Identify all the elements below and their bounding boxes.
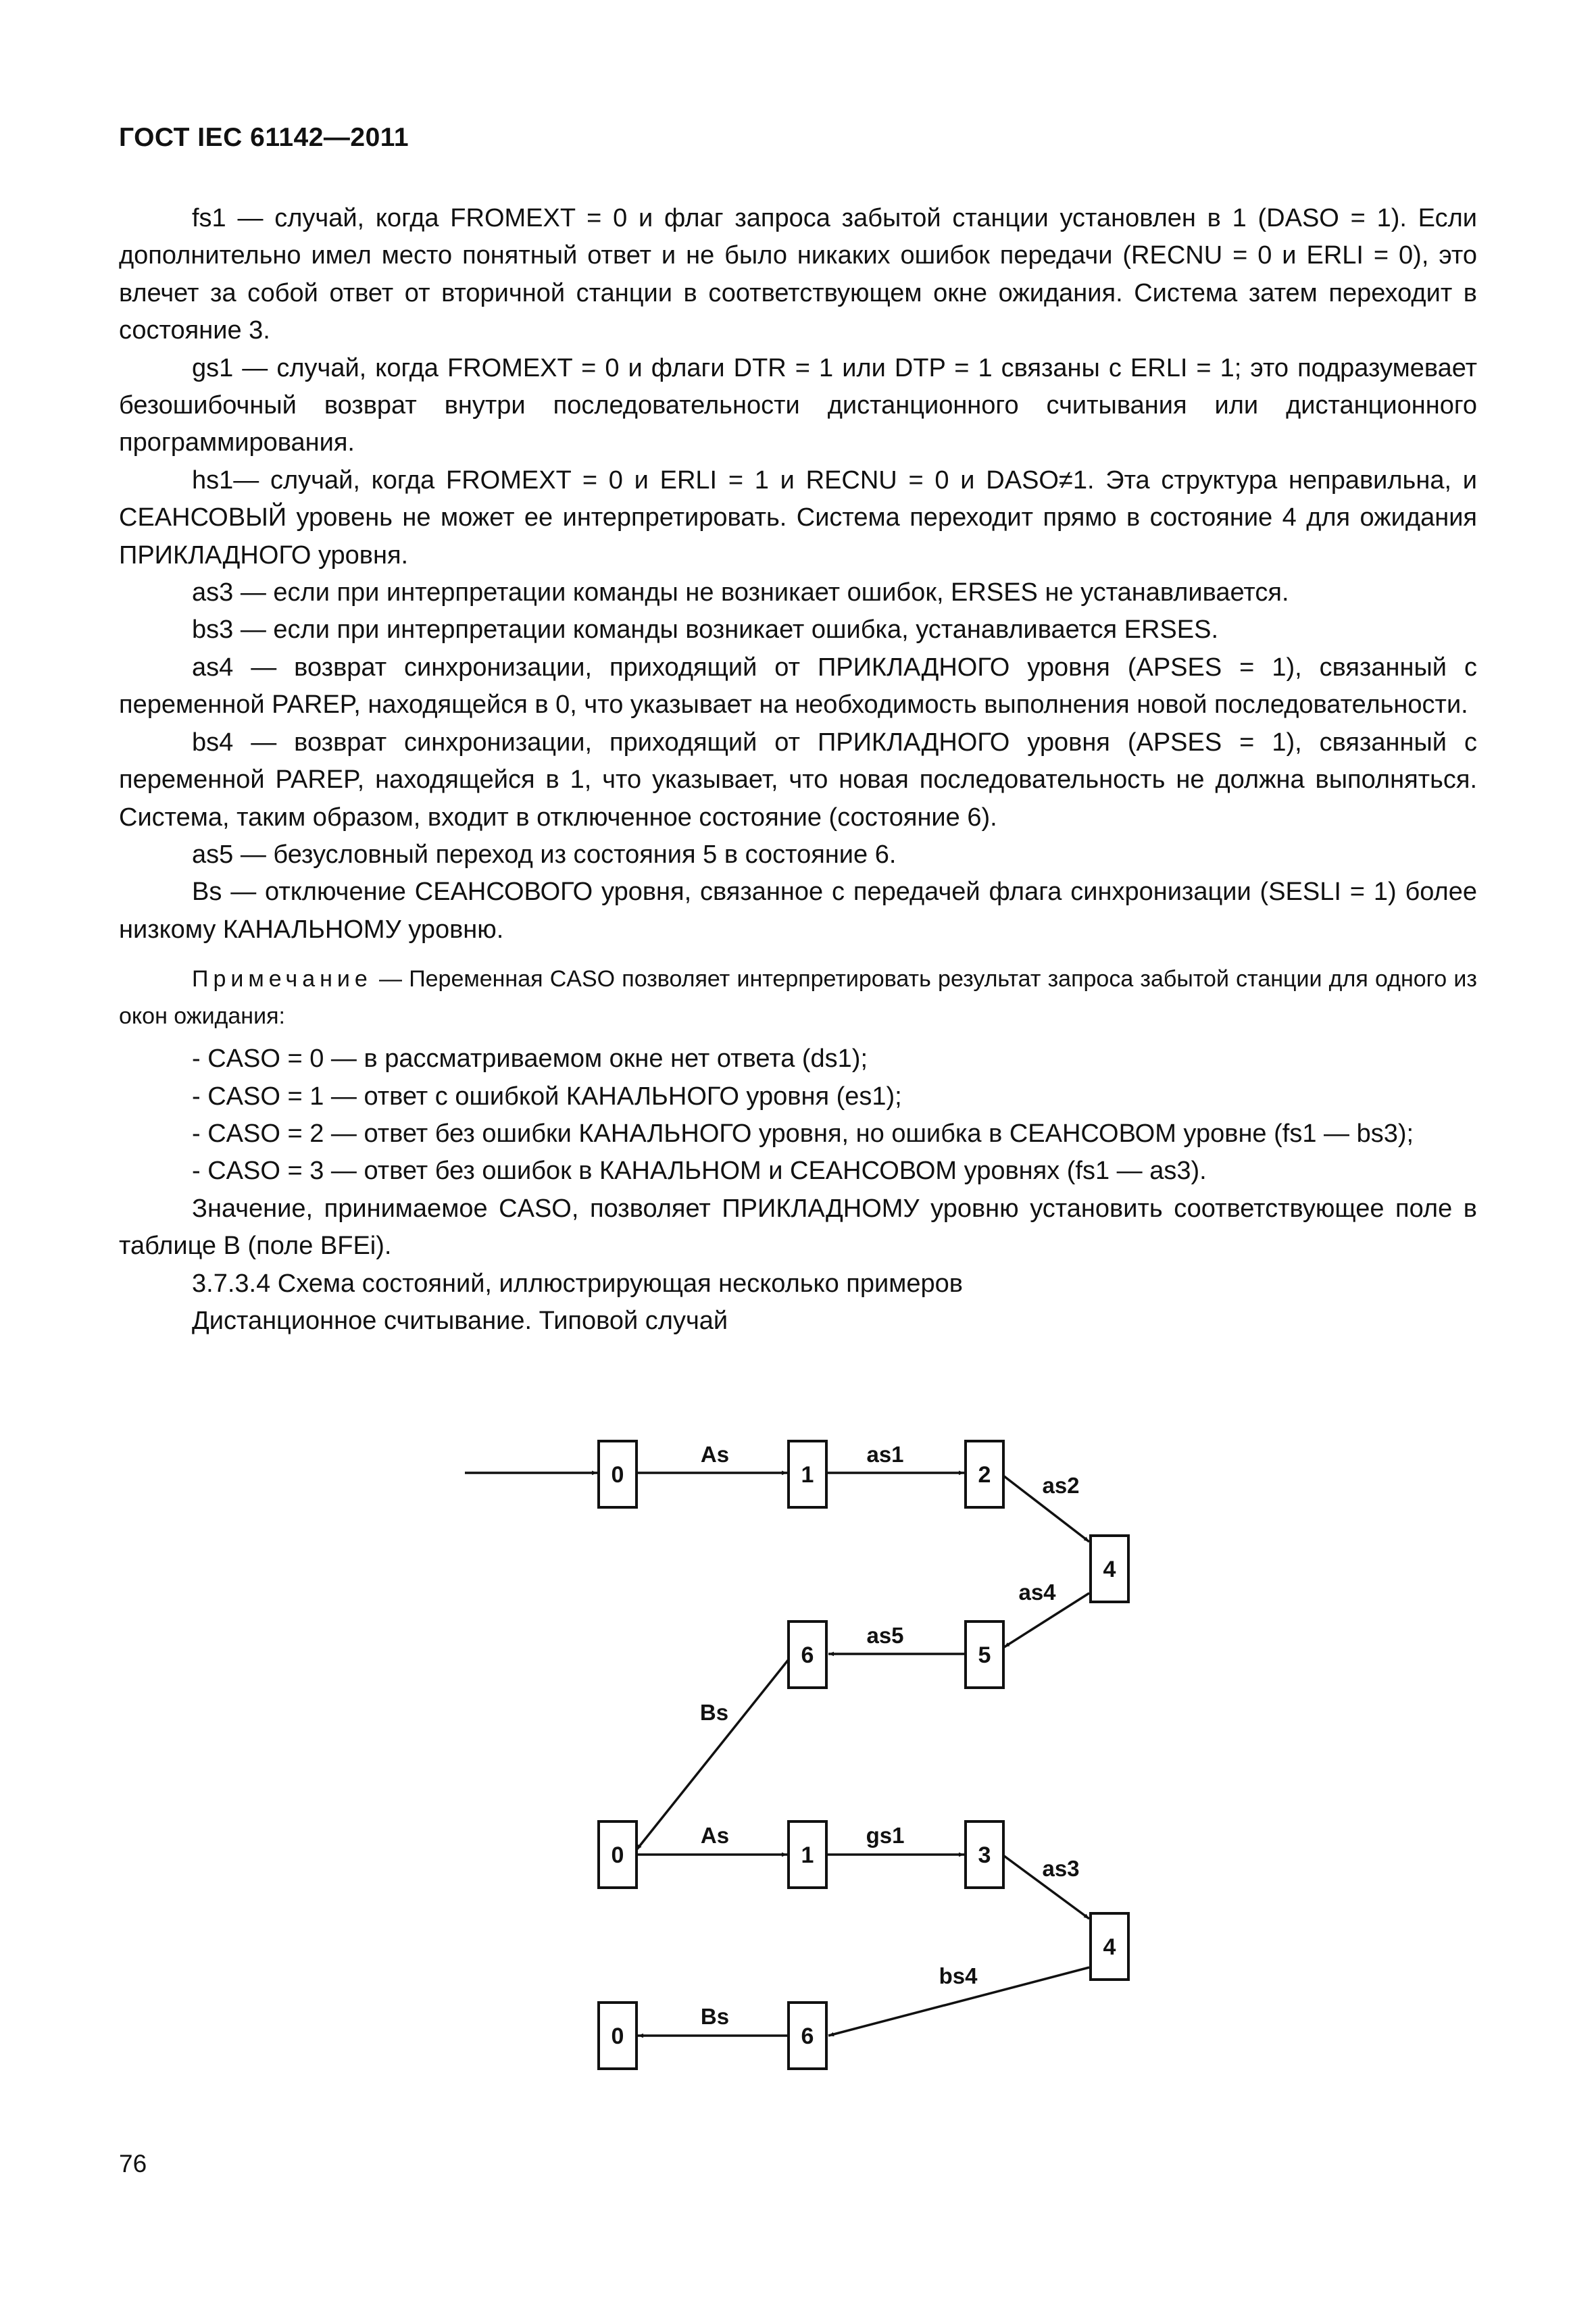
list-item-caso-2: - CASO = 2 — ответ без ошибки КАНАЛЬНОГО уровня, но ошибка в СЕАНСОВОМ уровне (fs1 — bs3); <box>192 1119 1414 1148</box>
list-item-caso-1: - CASO = 1 — ответ с ошибкой КАНАЛЬНОГО уровня (es1); <box>192 1082 902 1111</box>
transition-label-as3: as3 <box>1042 1856 1080 1881</box>
state-box-6-second <box>789 2003 826 2069</box>
transition-label-bs-second: Bs <box>700 2004 730 2029</box>
svg-text:1: 1 <box>801 1462 814 1488</box>
svg-text:0: 0 <box>611 1842 624 1868</box>
svg-text:6: 6 <box>801 1642 814 1668</box>
page-number: 76 <box>119 2150 147 2178</box>
transition-label-as-second: As <box>700 1823 730 1848</box>
state-box-2 <box>966 1441 1003 1507</box>
paragraph-as3: as3 — если при интерпретации команды не возникает ошибок, ERSES не устанавливается. <box>192 578 1289 607</box>
state-box-0 <box>599 1441 637 1507</box>
diagram-caption: Дистанционное считывание. Типовой случай <box>192 1306 728 1335</box>
state-box-4-second <box>1091 1913 1128 1980</box>
note-label: Примечание <box>192 966 372 992</box>
paragraph-bs: Bs — отключение СЕАНСОВОГО уровня, связанное с передачей флага синхронизации (SESLI = 1) более низкому КАНАЛЬНОМУ уровню. <box>119 878 1477 944</box>
state-box-1 <box>789 1441 826 1507</box>
transition-label-bs4: bs4 <box>939 1963 978 1988</box>
transition-label-gs1: gs1 <box>866 1823 905 1848</box>
state-box-4 <box>1091 1536 1128 1602</box>
paragraph-gs1: gs1 — случай, когда FROMEXT = 0 и флаги DTR = 1 или DTP = 1 связаны с ERLI = 1; это подразумевает безошибочный возврат внутри последовательности дистанционного считывания или дистанционного программирования. <box>119 353 1477 457</box>
paragraph-as4: as4 — возврат синхронизации, приходящий от ПРИКЛАДНОГО уровня (APSES = 1), связанный с переменной PAREP, находящейся в 0, что указывает на необходимость выполнения новой последовательности. <box>119 653 1477 720</box>
transition-label-as1: as1 <box>866 1442 904 1467</box>
transition-label-as2: as2 <box>1042 1473 1080 1498</box>
svg-text:1: 1 <box>801 1842 814 1868</box>
svg-text:2: 2 <box>978 1462 991 1488</box>
state-box-1-second <box>789 1821 826 1888</box>
document-header: ГОСТ IEC 61142—2011 <box>119 123 409 152</box>
svg-text:5: 5 <box>978 1642 991 1668</box>
state-box-5 <box>966 1621 1003 1688</box>
transition-label-as: As <box>700 1442 730 1467</box>
transition-arrow-bs <box>637 1655 792 1850</box>
svg-text:4: 4 <box>1103 1557 1116 1582</box>
paragraph-caso-value: Значение, принимаемое CASO, позволяет ПРИКЛАДНОМУ уровню установить соответствующее поле в таблице В (поле BFEi). <box>119 1194 1477 1261</box>
paragraph-hs1: hs1— случай, когда FROMEXT = 0 и ERLI = 1 и RECNU = 0 и DASO≠1. Эта структура неправильна, и СЕАНСОВЫЙ уровень не может ее интерпретировать. Система переходит прямо в состояние 4 для ожидания ПРИКЛАДНОГО уровня. <box>119 466 1477 570</box>
state-box-3 <box>966 1821 1003 1888</box>
paragraph-bs4: bs4 — возврат синхронизации, приходящий от ПРИКЛАДНОГО уровня (APSES = 1), связанный с переменной PAREP, находящейся в 1, что указывает, что новая последовательность не должна выполняться. Система, таким образом, входит в отключенное состояние (состояние 6). <box>119 728 1477 832</box>
paragraph-fs1: fs1 — случай, когда FROMEXT = 0 и флаг запроса забытой станции установлен в 1 (DASO = 1). Если дополнительно имел место понятный ответ и не было никаких ошибок передачи (RECNU = 0 и ERLI = 0), это влечет за собой ответ от вторичной станции в соответствующем окне ожидания. Система затем переходит в состояние 3. <box>119 204 1477 345</box>
transition-label-bs: Bs <box>699 1700 729 1725</box>
svg-text:0: 0 <box>611 1462 624 1488</box>
svg-text:6: 6 <box>801 2023 814 2049</box>
note-text: — Переменная CASO позволяет интерпретировать результат запроса забытой станции для одного из окон ожидания: <box>119 966 1477 1030</box>
state-box-0-second <box>599 1821 637 1888</box>
state-box-0-third <box>599 2003 637 2069</box>
svg-text:0: 0 <box>611 2023 624 2049</box>
paragraph-as5: as5 — безусловный переход из состояния 5 в состояние 6. <box>192 840 897 869</box>
svg-text:4: 4 <box>1103 1934 1116 1960</box>
section-heading: 3.7.3.4 Схема состояний, иллюстрирующая несколько примеров <box>192 1269 963 1298</box>
state-box-6 <box>789 1621 826 1688</box>
transition-label-as4: as4 <box>1018 1580 1056 1605</box>
paragraph-bs3: bs3 — если при интерпретации команды возникает ошибка, устанавливается ERSES. <box>192 615 1218 645</box>
list-item-caso-0: - CASO = 0 — в рассматриваемом окне нет ответа (ds1); <box>192 1045 868 1074</box>
transition-label-as5: as5 <box>866 1623 904 1648</box>
list-item-caso-3: - CASO = 3 — ответ без ошибок в КАНАЛЬНОМ и СЕАНСОВОМ уровнях (fs1 — as3). <box>192 1157 1207 1186</box>
svg-text:3: 3 <box>978 1842 991 1868</box>
